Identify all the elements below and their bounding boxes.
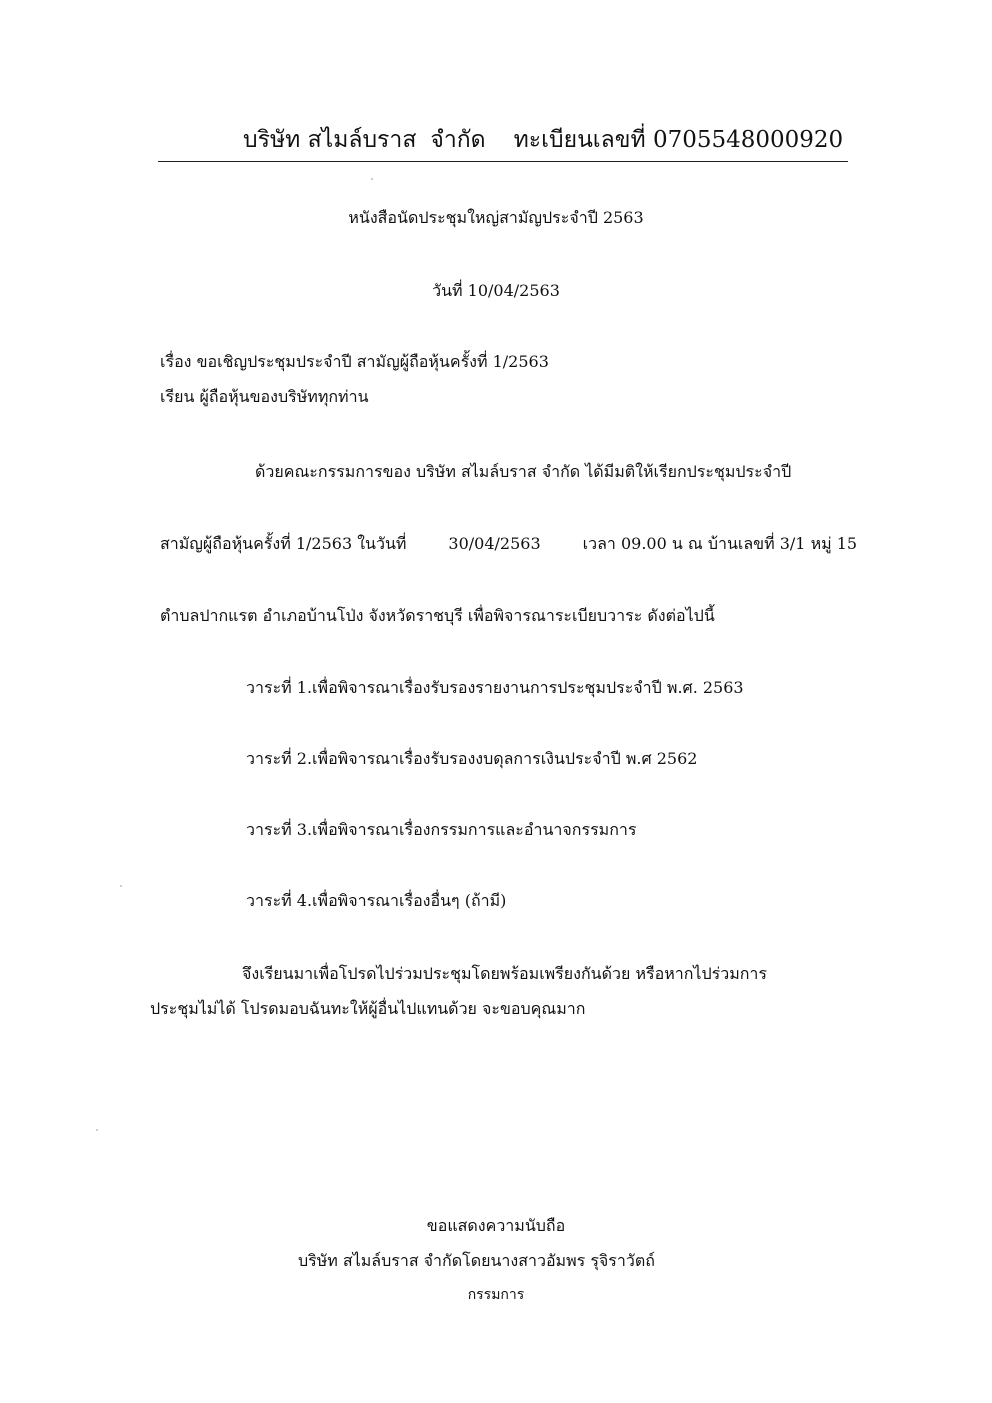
- paragraph1-line1: ด้วยคณะกรรมการของ บริษัท สไมล์บราส จำกัด ได้มีมติให้เรียกประชุมประจำปี: [255, 462, 792, 481]
- agenda-item: วาระที่ 4.เพื่อพิจารณาเรื่องอื่นๆ (ถ้ามี): [246, 891, 507, 910]
- signature-signer: บริษัท สไมล์บราส จำกัดโดยนางสาวอัมพร รุจิราวัตถ์: [298, 1251, 655, 1270]
- company-name: บริษัท สไมล์บราส: [243, 127, 417, 153]
- scan-speck: [120, 885, 122, 887]
- meeting-intro: สามัญผู้ถือหุ้นครั้งที่ 1/2563 ในวันที่: [160, 534, 407, 553]
- addressee-line: เรียน ผู้ถือหุ้นของบริษัททุกท่าน: [160, 387, 369, 406]
- scan-speck: [96, 1129, 98, 1131]
- agenda-item: วาระที่ 3.เพื่อพิจารณาเรื่องกรรมการและอำนาจกรรมการ: [246, 820, 637, 839]
- registration-number: ทะเบียนเลขที่ 0705548000920: [513, 127, 844, 153]
- subject-line: เรื่อง ขอเชิญประชุมประจำปี สามัญผู้ถือหุ้นครั้งที่ 1/2563: [160, 352, 549, 371]
- agenda-item: วาระที่ 1.เพื่อพิจารณาเรื่องรับรองรายงานการประชุมประจำปี พ.ศ. 2563: [246, 678, 744, 697]
- agenda-item: วาระที่ 2.เพื่อพิจารณาเรื่องรับรองงบดุลการเงินประจำปี พ.ศ 2562: [246, 749, 698, 768]
- closing-line1: จึงเรียนมาเพื่อโปรดไปร่วมประชุมโดยพร้อมเพรียงกันด้วย หรือหากไปร่วมการ: [242, 964, 768, 983]
- letterhead: [243, 122, 843, 158]
- closing-line2: ประชุมไม่ได้ โปรดมอบฉันทะให้ผู้อื่นไปแทนด้วย จะขอบคุณมาก: [150, 999, 586, 1018]
- paragraph1-line3: ตำบลปากแรต อำเภอบ้านโป่ง จังหวัดราชบุรี เพื่อพิจารณาระเบียบวาระ ดังต่อไปนี้: [160, 606, 715, 625]
- scan-speck: [371, 178, 373, 180]
- header-rule: [158, 161, 848, 162]
- paragraph1-line2: [160, 532, 857, 557]
- document-date: วันที่ 10/04/2563: [432, 281, 560, 300]
- signature-position: กรรมการ: [467, 1287, 525, 1303]
- signature-regards: ขอแสดงความนับถือ: [426, 1216, 566, 1235]
- company-suffix: จำกัด: [430, 127, 486, 153]
- meeting-date: 30/04/2563: [448, 534, 541, 553]
- meeting-time-place: เวลา 09.00 น ณ บ้านเลขที่ 3/1 หมู่ 15: [582, 534, 858, 553]
- document-title: หนังสือนัดประชุมใหญ่สามัญประจำปี 2563: [348, 208, 644, 227]
